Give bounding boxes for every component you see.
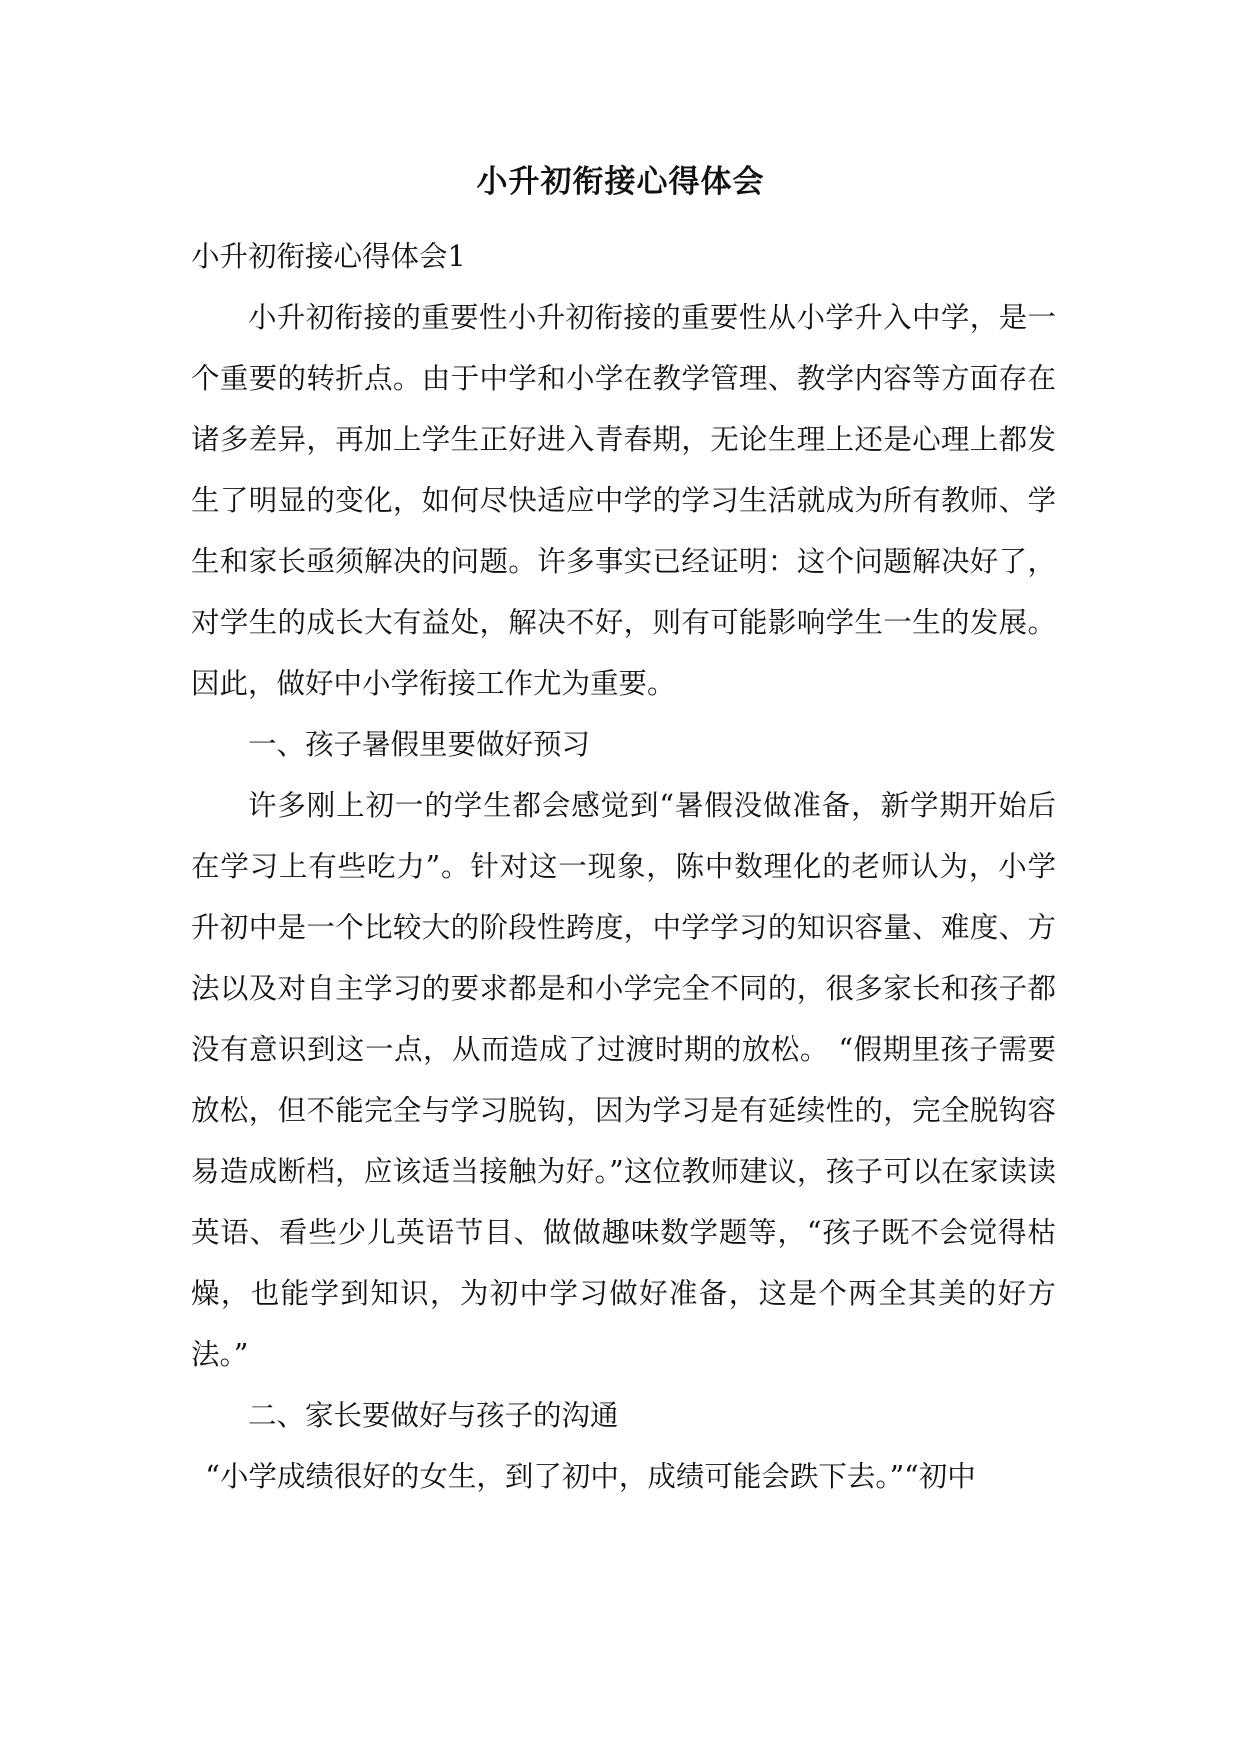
heading-summer-preview: 一、孩子暑假里要做好预习 (248, 728, 591, 761)
paragraph-importance: 小升初衔接的重要性小升初衔接的重要性从小学升入中学，是一个重要的转折点。由于中学和小学在教学管理、教学内容等方面存在诸多差异，再加上学生正好进入青春期，无论生理上还是心理上都发生了明显的变化，如何尽快适应中学的学习生活就成为所有教师、学生和家长亟须解决的问题。许多事实已经证明：这个问题解决好了，对学生的成长大有益处，解决不好，则有可能影响学生一生的发展。因此，做好中小学衔接工作尤为重要。 (191, 301, 1056, 700)
document-body (191, 226, 1056, 1507)
paragraph-summer-preview: 许多刚上初一的学生都会感觉到“暑假没做准备，新学期开始后在学习上有些吃力”。针对这一现象，陈中数理化的老师认为，小学升初中是一个比较大的阶段性跨度，中学学习的知识容量、难度、方法以及对自主学习的要求都是和小学完全不同的，很多家长和孩子都没有意识到这一点，从而造成了过渡时期的放松。 “假期里孩子需要放松，但不能完全与学习脱钩，因为学习是有延续性的，完全脱钩容易造成断档，应该适当接触为好。”这位教师建议，孩子可以在家读读英语、看些少儿英语节目、做做趣味数学题等，“孩子既不会觉得枯燥，也能学到知识，为初中学习做好准备，这是个两全其美的好方法。” (191, 789, 1056, 1371)
document-title: 小升初衔接心得体会 (476, 164, 765, 200)
section-heading-1: 小升初衔接心得体会1 (191, 240, 466, 273)
heading-parent-communication: 二、家长要做好与孩子的沟通 (248, 1399, 619, 1432)
paragraph-parent-communication: “小学成绩很好的女生，到了初中，成绩可能会跌下去。”“初中 (205, 1460, 976, 1493)
